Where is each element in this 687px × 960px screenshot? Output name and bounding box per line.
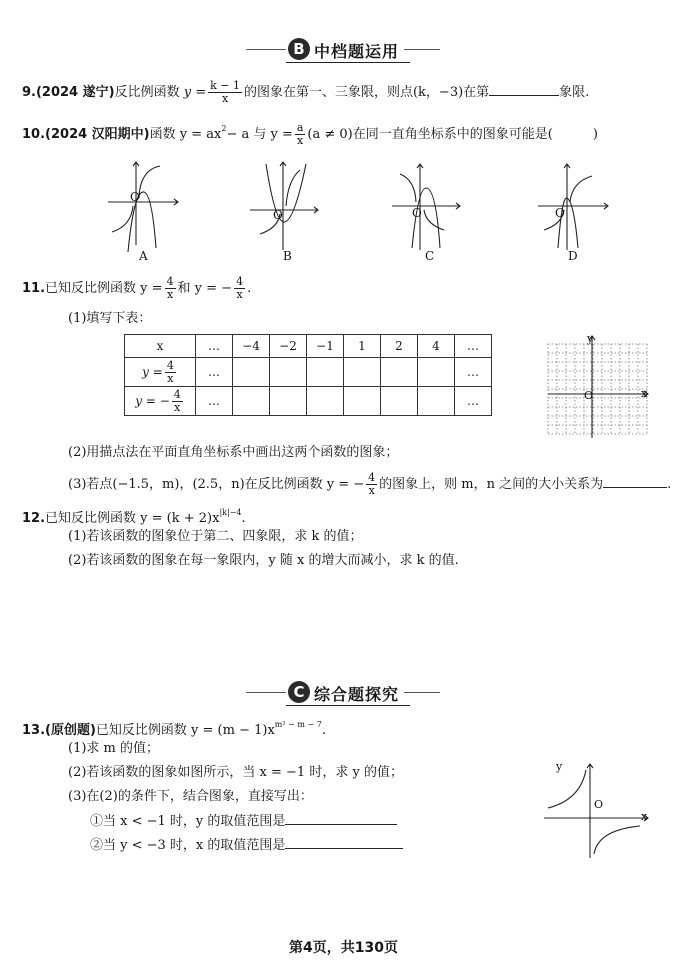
axis-x-label: x: [641, 810, 648, 823]
q10-option-graphs: [100, 160, 660, 262]
fraction: $\frac{a}{x}$: [296, 121, 304, 147]
table-cell-input[interactable]: [418, 358, 455, 387]
graph-option-c[interactable]: [392, 164, 460, 250]
table-cell-input[interactable]: [381, 358, 418, 387]
table-cell-input[interactable]: [344, 358, 381, 387]
table-cell-input[interactable]: [233, 358, 270, 387]
q13-part-1: (1)求 m 的值；: [68, 741, 160, 756]
fraction: $\frac{4}{x}$: [368, 471, 376, 497]
axis-y-label: y: [556, 760, 563, 773]
q11-part-3: (3)若点(−1.5，m)，(2.5，n)在反比例函数 y = − $\frac{4}{x}$ 的图象上，则 m，n 之间的大小关系为 .: [68, 471, 672, 497]
table-cell-input[interactable]: [233, 387, 270, 416]
table-cell-input[interactable]: [307, 387, 344, 416]
section-title: 综合题探究: [314, 685, 400, 704]
graph-option-b[interactable]: [250, 162, 318, 250]
page-footer: 第4页，共130页: [289, 940, 398, 956]
section-header-b: [0, 37, 687, 63]
origin-label: O: [412, 206, 422, 220]
section-header-c: [0, 680, 687, 706]
question-12: 12.已知反比例函数 $y = (k + 2)x^{|k|-4}$.: [22, 508, 246, 526]
table-cell-input[interactable]: [381, 387, 418, 416]
answer-blank[interactable]: [285, 836, 403, 849]
q11-part-1: (1)填写下表：: [68, 311, 152, 326]
graph-option-d[interactable]: [538, 164, 608, 250]
q12-part-1: (1)若该函数的图象位于第二、四象限，求 k 的值；: [68, 529, 363, 544]
question-10: 10.(2024 汉阳期中)函数 $y = ax^2- a$ 与 y = $\frac{a}{x}$ (a ≠ 0)在同一直角坐标系中的图象可能是( ): [22, 121, 598, 147]
option-label-d[interactable]: D: [568, 249, 578, 263]
option-label-a[interactable]: A: [139, 249, 148, 263]
question-source: (2024 汉阳期中): [45, 127, 150, 142]
origin-label: O: [584, 389, 594, 402]
origin-label: O: [555, 206, 565, 220]
question-source: (原创题): [45, 723, 96, 738]
table-header-row: x … −4 −2 −1 1 2 4 …: [125, 335, 492, 358]
section-badge: C: [288, 681, 310, 703]
value-table: [124, 334, 492, 416]
fraction: $\frac{4}{x}$: [236, 275, 244, 301]
table-cell-input[interactable]: [307, 358, 344, 387]
answer-blank[interactable]: [285, 812, 397, 825]
coordinate-grid[interactable]: [540, 334, 652, 440]
origin-label: O: [594, 798, 604, 811]
origin-label: O: [130, 190, 140, 204]
q13-part-2: (2)若该函数的图象如图所示，当 x = −1 时，求 y 的值；: [68, 765, 403, 780]
q13-sub-2: ②当 y < −3 时，x 的取值范围是: [90, 836, 403, 855]
fraction: $\frac{k - 1}{x}$: [210, 79, 240, 105]
origin-label: O: [273, 208, 283, 222]
q12-part-2: (2)若该函数的图象在每一象限内，y 随 x 的增大而减小，求 k 的值.: [68, 553, 459, 568]
option-label-b[interactable]: B: [283, 249, 292, 263]
table-cell-input[interactable]: [344, 387, 381, 416]
answer-blank[interactable]: [489, 83, 559, 96]
graph-option-a[interactable]: [108, 162, 178, 252]
section-title: 中档题运用: [314, 42, 400, 61]
answer-blank[interactable]: [603, 475, 667, 488]
table-cell-input[interactable]: [270, 387, 307, 416]
question-source: (2024 遂宁): [35, 85, 115, 100]
q13-sub-1: ①当 x < −1 时，y 的取值范围是: [90, 812, 397, 831]
section-badge: B: [288, 38, 310, 60]
option-label-c[interactable]: C: [425, 249, 435, 263]
q11-part-2: (2)用描点法在平面直角坐标系中画出这两个函数的图象；: [68, 445, 399, 460]
table-row: y = − $\frac{4}{x}$ … …: [125, 387, 492, 416]
question-9: 9.(2024 遂宁)反比例函数 y = $\frac{k - 1}{x}$ 的图象在第一、三象限，则点(k，−3)在第 象限.: [22, 79, 590, 105]
fraction: $\frac{4}{x}$: [166, 275, 174, 301]
q13-part-3: (3)在(2)的条件下，结合图象，直接写出：: [68, 789, 313, 804]
axis-x-label: x: [641, 387, 648, 400]
question-13: 13.(原创题)已知反比例函数 $y = (m - 1)x^{m^2 - m - 7}$.: [22, 720, 326, 738]
table-cell-input[interactable]: [418, 387, 455, 416]
table-cell-input[interactable]: [270, 358, 307, 387]
axis-y-label: y: [587, 332, 594, 345]
table-row: y = $\frac{4}{x}$ … …: [125, 358, 492, 387]
question-11: 11.已知反比例函数 y = $\frac{4}{x}$ 和 y = − $\frac{4}{x}$ .: [22, 275, 252, 301]
